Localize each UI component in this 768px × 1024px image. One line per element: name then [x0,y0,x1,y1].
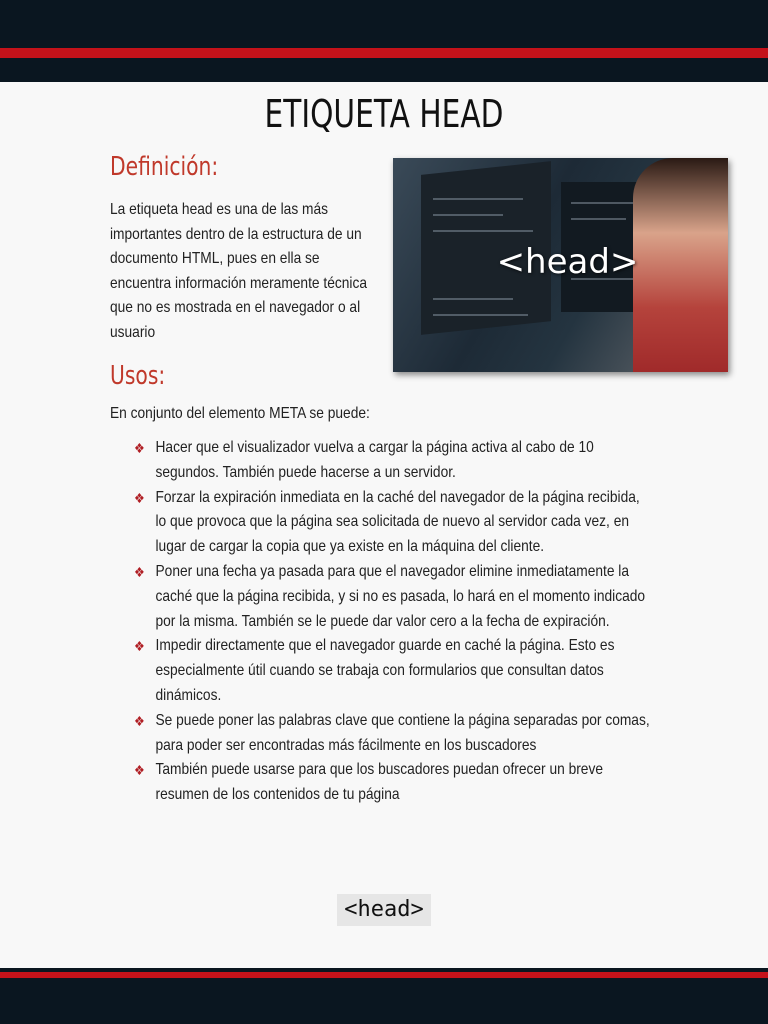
uses-intro: En conjunto del elemento META se puede: [110,405,370,422]
head-tag-badge: <head> [337,894,431,926]
developer-photo [393,158,728,372]
diamond-bullet-icon: ❖ [134,638,145,655]
photo-code-line [433,198,523,200]
list-item: ❖ Poner una fecha ya pasada para que el navegador elimine inmediatamente la caché que la página recibida, y si no es pasada, lo hará en el momento indicado por la misma. También se le puede dar valor cero a la fecha de expiración. [134,560,650,634]
top-banner [0,0,768,82]
diamond-bullet-icon: ❖ [134,440,145,456]
photo-overlay-text: <head> [496,242,639,282]
photo-code-line [433,214,503,216]
photo-code-line [433,314,528,316]
page-title: ETIQUETA HEAD [264,92,504,136]
list-item: ❖ Hacer que el visualizador vuelva a cargar la página activa al cabo de 10 segundos. También puede hacerse a un servidor. [134,436,650,486]
definition-heading: Definición: [110,152,219,182]
list-item: ❖ Se puede poner las palabras clave que contiene la página separadas por comas, para poder ser encontradas más fácilmente en los buscadores [134,709,650,759]
diamond-bullet-icon: ❖ [134,563,145,580]
list-item: ❖ Forzar la expiración inmediata en la caché del navegador de la página recibida, lo que provoca que la página sea solicitada de nuevo al servidor cada vez, en lugar de cargar la copia que ya existe en la máquina del cliente. [134,486,650,560]
photo-code-line [571,202,641,204]
photo-code-line [433,230,533,232]
definition-text: La etiqueta head es una de las más importantes dentro de la estructura de un documento HTML, pues en ella se encuentra información meramente técnica que no es mostrada en el navegador o al usuario [110,201,367,341]
photo-code-line [571,218,626,220]
diamond-bullet-icon: ❖ [134,489,145,506]
bottom-banner [0,968,768,1024]
uses-list [134,436,650,808]
top-red-stripe [0,48,768,58]
uses-heading: Usos: [110,361,166,391]
diamond-bullet-icon: ❖ [134,762,145,779]
diamond-bullet-icon: ❖ [134,712,145,729]
list-item: ❖ Impedir directamente que el navegador guarde en caché la página. Esto es especialmente útil cuando se trabaja con formularios que consultan datos dinámicos. [134,634,650,708]
list-item: ❖ También puede usarse para que los buscadores puedan ofrecer un breve resumen de los contenidos de tu página [134,758,650,808]
bottom-red-stripe [0,972,768,978]
photo-code-line [433,298,513,300]
